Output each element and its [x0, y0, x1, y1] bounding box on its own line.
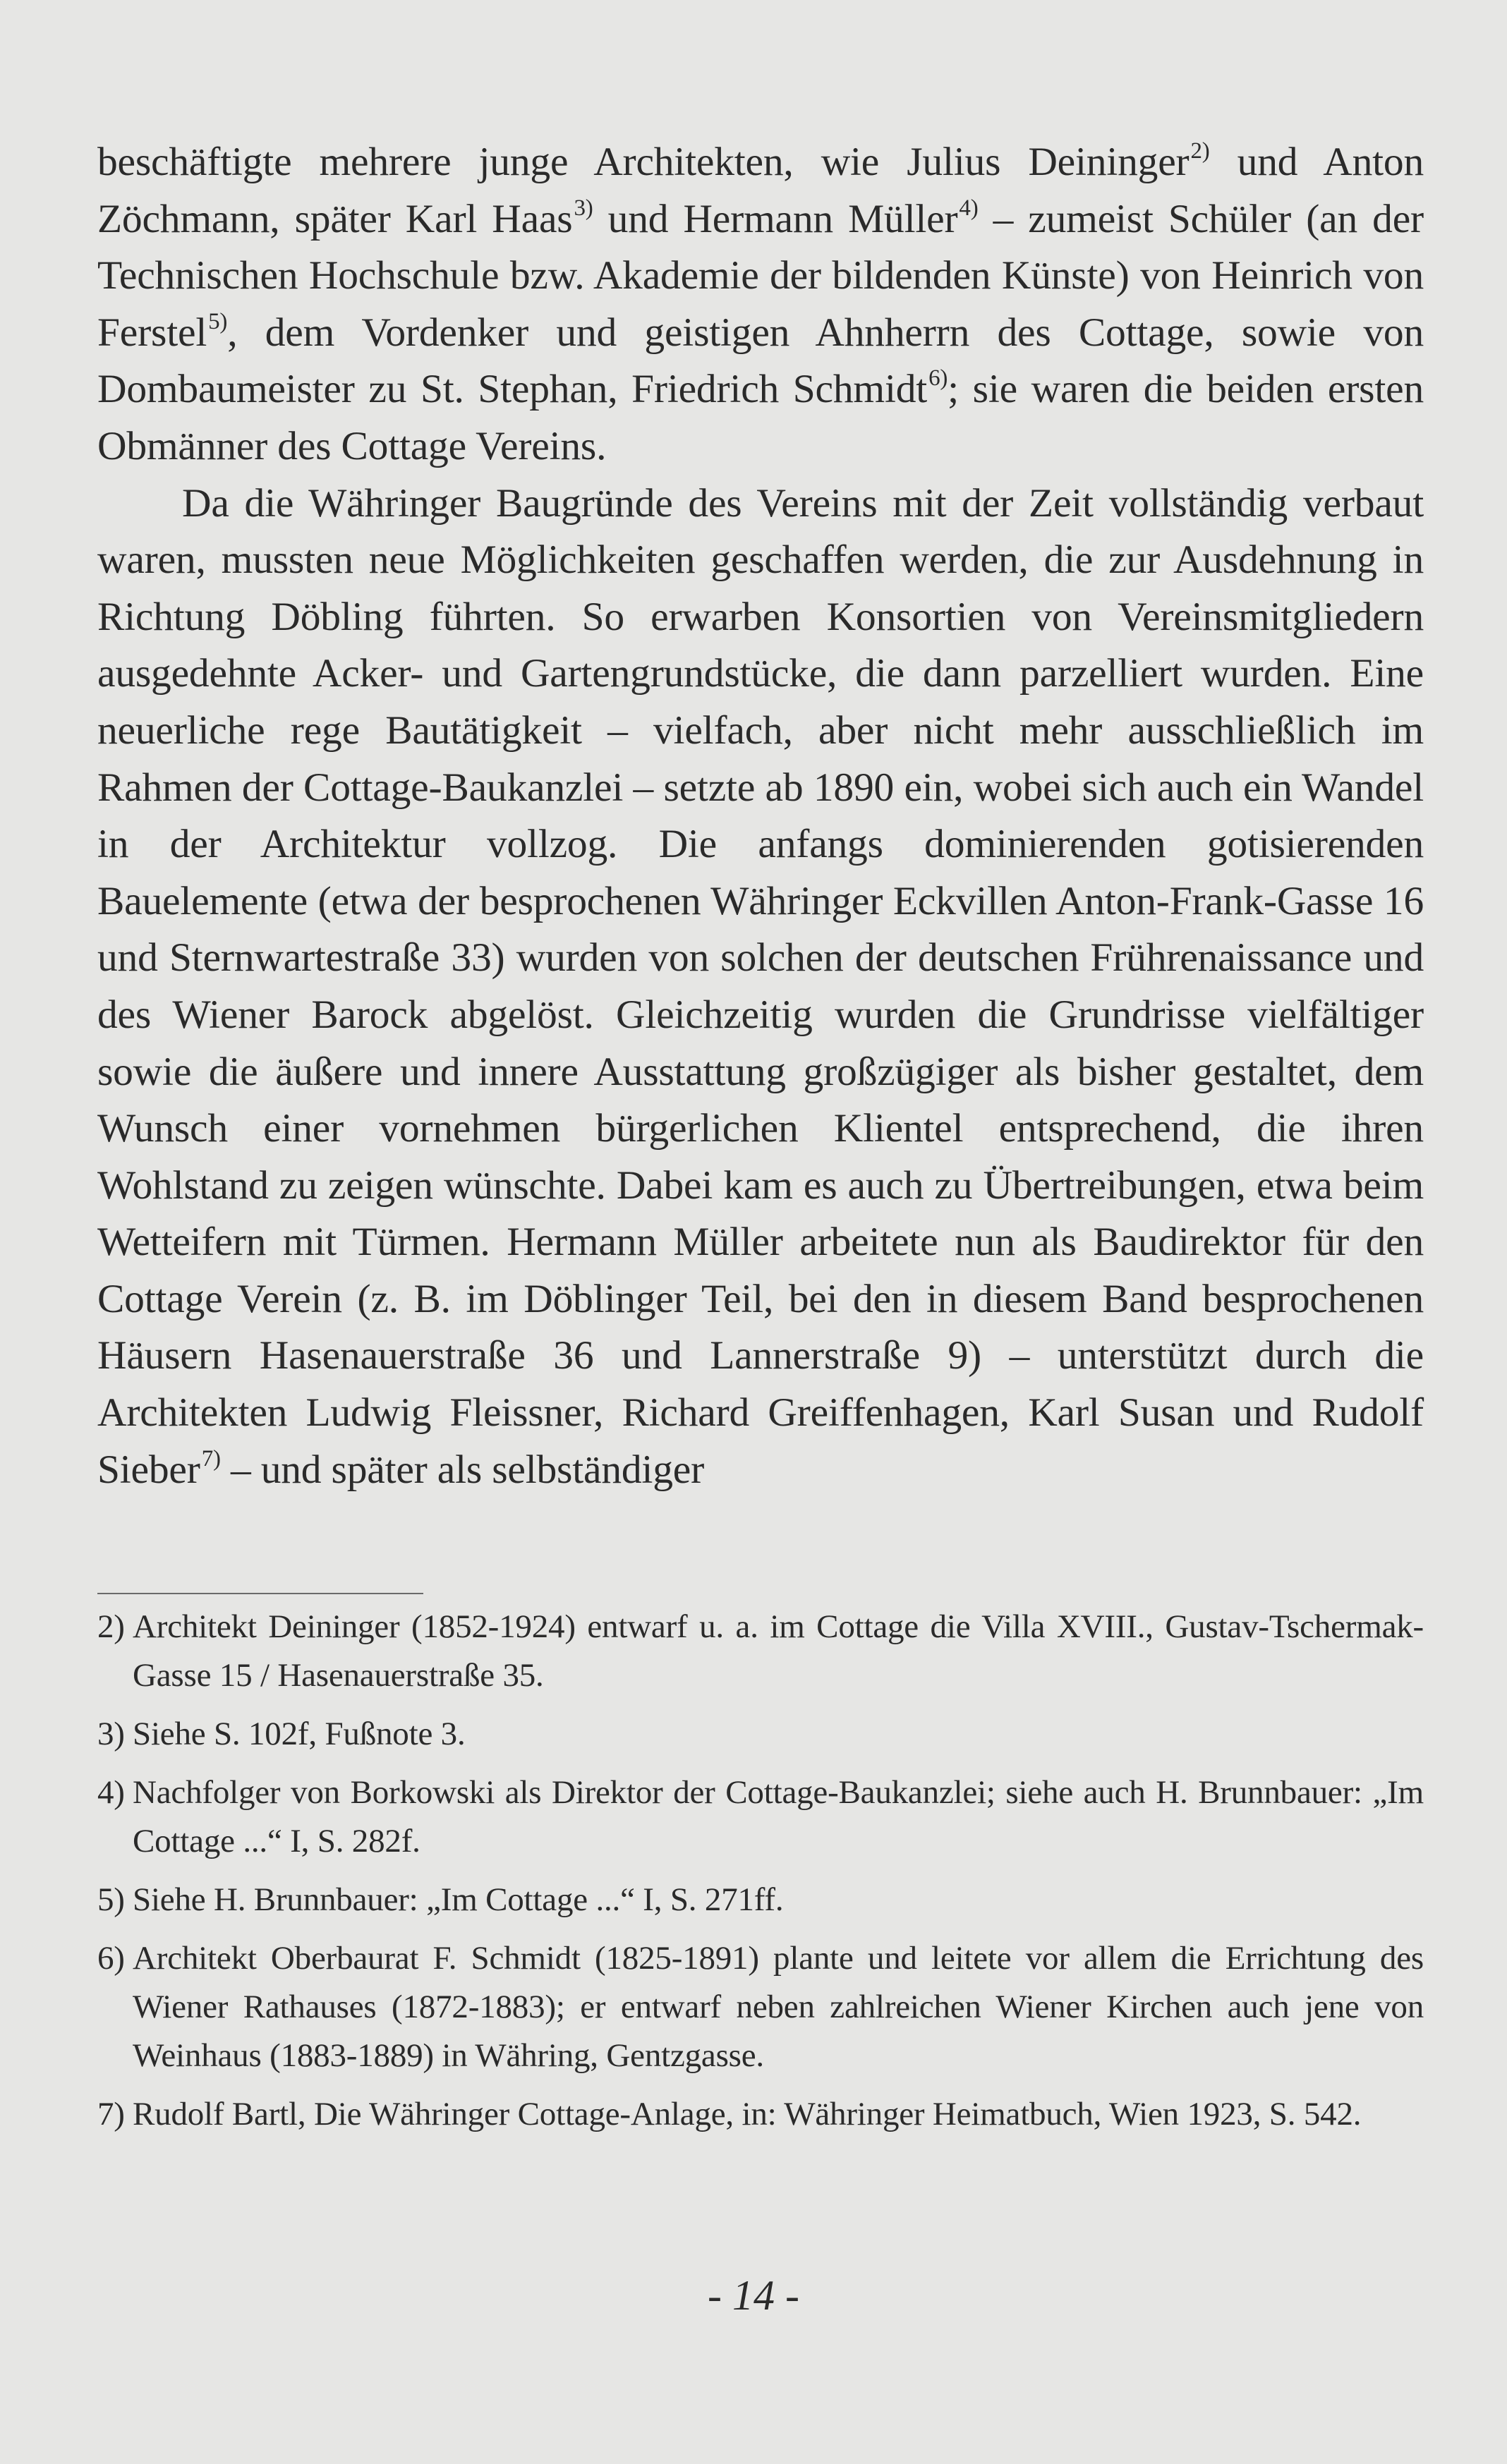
paragraph-2	[97, 475, 1424, 1499]
footnote-number: 3)	[97, 1716, 125, 1752]
footnote-number: 2)	[97, 1608, 125, 1645]
footnote-text: Architekt Oberbaurat F. Schmidt (1825-1891) plante und leitete vor allem die Errichtung des Wiener Rathauses (1872-1883); er entwarf neben zahlreichen Wiener Kirchen auch jene von Weinhaus (1883-1889) in Währing, Gentzgasse.	[133, 1940, 1424, 2074]
footnote	[97, 1710, 1424, 1759]
text-run: und Hermann Müller	[593, 196, 958, 241]
text-run: und Anton Zöchmann, später Karl Haas	[97, 140, 1424, 241]
main-text	[97, 134, 1424, 1498]
footnote-ref: 7)	[201, 1445, 221, 1471]
footnote	[97, 1603, 1424, 1700]
footnote-text: Architekt Deininger (1852-1924) entwarf u. a. im Cottage die Villa XVIII., Gustav-Tschermak-Gasse 15 / Hasenauerstraße 35.	[133, 1608, 1424, 1694]
footnote-number: 5)	[97, 1881, 125, 1918]
page-number: - 14 -	[708, 2272, 799, 2319]
text-run: , dem Vordenker und geistigen Ahnherrn des Cottage, sowie von Dombaumeister zu St. Stephan, Friedrich Schmidt	[97, 310, 1424, 412]
text-run: – zumeist Schüler (an der Technischen Hochschule bzw. Akademie der bildenden Künste) von Heinrich von Ferstel	[97, 196, 1424, 355]
footnote	[97, 1768, 1424, 1866]
paragraph-1	[97, 134, 1424, 475]
footnote-number: 4)	[97, 1774, 125, 1811]
footnote-text: Nachfolger von Borkowski als Direktor der Cottage-Baukanzlei; siehe auch H. Brunnbauer: „Im Cottage ...“ I, S. 282f.	[133, 1774, 1424, 1859]
text-run: ; sie waren die beiden ersten Obmänner des Cottage Vereins.	[97, 367, 1424, 468]
footnote	[97, 2090, 1424, 2139]
footnote-ref: 3)	[574, 195, 593, 221]
footnote-ref: 5)	[208, 308, 228, 334]
footnote	[97, 1934, 1424, 2080]
footnote-text: Siehe H. Brunnbauer: „Im Cottage ...“ I, S. 271ff.	[133, 1881, 784, 1918]
footnote-text: Siehe S. 102f, Fußnote 3.	[133, 1716, 466, 1752]
text-run: – und später als selbständiger	[220, 1447, 705, 1492]
footnote-ref: 4)	[959, 195, 979, 221]
text-run: Da die Währinger Baugründe des Vereins mit der Zeit vollständig verbaut waren, mussten neue Möglichkeiten geschaffen werden, die zur Ausdehnung in Richtung Döbling führten. So erwarben Konsortien von Vereinsmitgliedern ausgedehnte Acker- und Gartengrundstücke, die dann parzelliert wurden. Eine neuerliche rege Bautätigkeit – vielfach, aber nicht mehr ausschließlich im Rahmen der Cottage-Baukanzlei – setzte ab 1890 ein, wobei sich auch ein Wandel in der Architektur vollzog. Die anfangs dominierenden gotisierenden Bauelemente (etwa der besprochenen Währinger Eckvillen Anton-Frank-Gasse 16 und Sternwartestraße 33) wurden von solchen der deutschen Frührenaissance und des Wiener Barock abgelöst. Gleichzeitig wurden die Grundrisse vielfältiger sowie die äußere und innere Ausstattung großzügiger als bisher gestaltet, dem Wunsch einer vornehmen bürgerlichen Klientel entsprechend, die ihren Wohlstand zu zeigen wünschte. Dabei kam es auch zu Übertreibungen, etwa beim Wetteifern mit Türmen. Hermann Müller arbeitete nun als Baudirektor für den Cottage Verein (z. B. im Döblinger Teil, bei den in diesem Band besprochenen Häusern Hasenauerstraße 36 und Lannerstraße 9) – unterstützt durch die Architekten Ludwig Fleissner, Richard Greiffenhagen, Karl Susan und Rudolf Sieber	[97, 480, 1424, 1492]
footnote-ref: 2)	[1190, 138, 1210, 164]
footnotes	[97, 1603, 1424, 2139]
footnote-text: Rudolf Bartl, Die Währinger Cottage-Anlage, in: Währinger Heimatbuch, Wien 1923, S. 542.	[133, 2096, 1362, 2132]
footnote-divider	[97, 1593, 423, 1594]
text-run: beschäftigte mehrere junge Architekten, wie Julius Deininger	[97, 140, 1190, 184]
footnote-number: 7)	[97, 2096, 125, 2132]
footnote	[97, 1876, 1424, 1924]
footnote-number: 6)	[97, 1940, 125, 1977]
footnote-ref: 6)	[928, 365, 948, 392]
